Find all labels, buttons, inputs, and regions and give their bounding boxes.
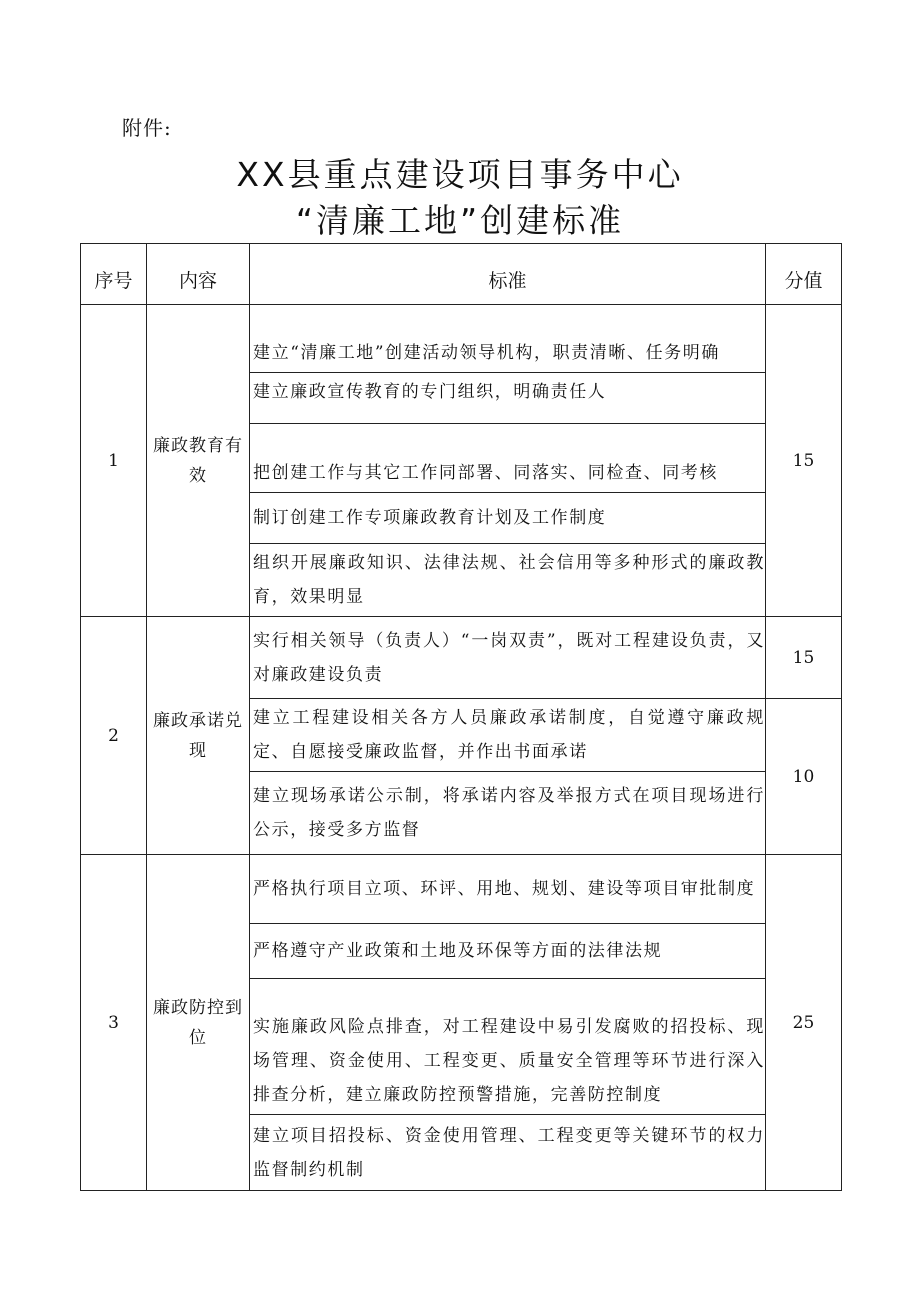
group-1-item-3: 把创建工作与其它工作同部署、同落实、同检查、同考核 — [250, 424, 766, 493]
group-1-seq: 1 — [81, 305, 147, 617]
standards-table — [80, 243, 842, 1191]
group-2-item-2: 建立工程建设相关各方人员廉政承诺制度，自觉遵守廉政规定、自愿接受廉政监督，并作出书面承诺 — [250, 699, 766, 772]
group-1-item-2: 建立廉政宣传教育的专门组织，明确责任人 — [250, 373, 766, 424]
group-2-score-2: 10 — [766, 699, 842, 855]
group-3-item-1: 严格执行项目立项、环评、用地、规划、建设等项目审批制度 — [250, 855, 766, 924]
group-2-item-3: 建立现场承诺公示制，将承诺内容及举报方式在项目现场进行公示，接受多方监督 — [250, 772, 766, 855]
group-1-item-4: 制订创建工作专项廉政教育计划及工作制度 — [250, 493, 766, 544]
header-seq: 序号 — [81, 244, 147, 305]
table-row — [81, 617, 842, 699]
group-1-score: 15 — [766, 305, 842, 617]
group-3-item-4: 建立项目招投标、资金使用管理、工程变更等关键环节的权力监督制约机制 — [250, 1115, 766, 1191]
group-1-item-1: 建立“清廉工地”创建活动领导机构，职责清晰、任务明确 — [250, 305, 766, 373]
document-title-line-1: XX县重点建设项目事务中心 — [236, 155, 684, 194]
attachment-label: 附件: — [122, 116, 172, 140]
group-2-content: 廉政承诺兑现 — [147, 617, 250, 855]
group-2-score-1: 15 — [766, 617, 842, 699]
header-score: 分值 — [766, 244, 842, 305]
table-row — [81, 855, 842, 924]
table-header-row — [81, 244, 842, 305]
group-2-item-1: 实行相关领导（负责人）“一岗双责”，既对工程建设负责，又对廉政建设负责 — [250, 617, 766, 699]
group-3-item-3: 实施廉政风险点排查，对工程建设中易引发腐败的招投标、现场管理、资金使用、工程变更、质量安全管理等环节进行深入排查分析，建立廉政防控预警措施，完善防控制度 — [250, 979, 766, 1115]
group-1-content: 廉政教育有效 — [147, 305, 250, 617]
group-3-item-2: 严格遵守产业政策和土地及环保等方面的法律法规 — [250, 924, 766, 979]
group-1-item-5: 组织开展廉政知识、法律法规、社会信用等多种形式的廉政教育，效果明显 — [250, 544, 766, 617]
table-row — [81, 305, 842, 373]
group-3-content: 廉政防控到位 — [147, 855, 250, 1191]
document-title-line-2: “清廉工地”创建标准 — [295, 201, 625, 240]
group-2-seq: 2 — [81, 617, 147, 855]
header-content: 内容 — [147, 244, 250, 305]
group-3-score: 25 — [766, 855, 842, 1191]
group-3-seq: 3 — [81, 855, 147, 1191]
header-standard: 标准 — [250, 244, 766, 305]
